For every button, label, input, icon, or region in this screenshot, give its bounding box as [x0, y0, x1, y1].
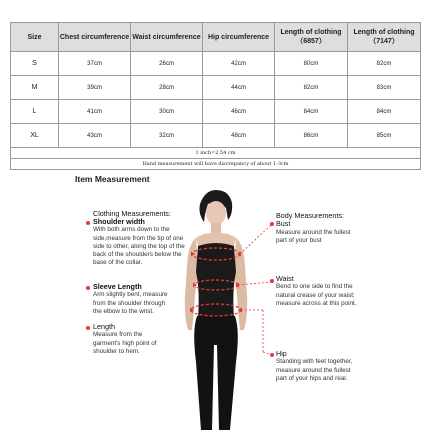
header-length-6857: Length of clothing （6857）	[275, 23, 348, 52]
cell-size: XL	[11, 124, 59, 148]
cell-hip: 44cm	[203, 76, 275, 100]
length-bullet	[86, 326, 90, 330]
cell-length-6857: 84cm	[275, 100, 348, 124]
sleeve-length-block	[93, 283, 175, 316]
hip-label: Hip	[276, 349, 287, 358]
hip-block	[276, 350, 356, 383]
bust-label: Bust	[276, 219, 291, 229]
cell-chest: 37cm	[59, 52, 131, 76]
sleeve-bullet	[86, 286, 90, 290]
cell-hip: 48cm	[203, 124, 275, 148]
cell-length-6857: 82cm	[275, 76, 348, 100]
cell-size: M	[11, 76, 59, 100]
section-title: Item Measurement	[75, 174, 150, 184]
cell-hip: 42cm	[203, 52, 275, 76]
waist-bullet	[270, 279, 274, 283]
cell-waist: 30cm	[131, 100, 203, 124]
length-block	[93, 323, 163, 356]
shoulder-width-block	[93, 218, 185, 268]
unit-note: 1 inch=2.54 cm	[11, 148, 421, 159]
length-text: Measure from the garment's high point of shoulder to hem.	[93, 331, 157, 355]
cell-length-7147: 84cm	[348, 100, 421, 124]
header-length-7147: Length of clothing （7147）	[348, 23, 421, 52]
cell-length-7147: 83cm	[348, 76, 421, 100]
cell-length-7147: 85cm	[348, 124, 421, 148]
cell-length-6857: 80cm	[275, 52, 348, 76]
bust-bullet	[270, 222, 274, 226]
header-hip: Hip circumference	[203, 23, 275, 52]
hip-text: Standing with feet together, measure around the fullest part of your hips and rear.	[276, 358, 353, 382]
length-label: Length	[93, 322, 115, 331]
body-measurements-heading: Body Measurements:	[276, 211, 344, 220]
header-size: Size	[11, 23, 59, 52]
sleeve-length-text: Arm slightly bent, measure from the shoulder through the elbow to the wrist.	[93, 291, 168, 315]
cell-length-7147: 82cm	[348, 52, 421, 76]
discrepancy-note: Hand measurement will have discrepancy of about 1-3cm	[11, 159, 421, 170]
sleeve-length-label: Sleeve Length	[93, 282, 142, 291]
bust-text: Measure around the fullest part of your bust	[276, 228, 351, 244]
body-measurements-block	[276, 212, 362, 245]
cell-chest: 41cm	[59, 100, 131, 124]
header-chest: Chest circumference	[59, 23, 131, 52]
cell-waist: 26cm	[131, 52, 203, 76]
hip-bullet	[270, 353, 274, 357]
header-waist: Waist circumference	[131, 23, 203, 52]
cell-size: L	[11, 100, 59, 124]
cell-hip: 46cm	[203, 100, 275, 124]
waist-block	[276, 275, 358, 308]
waist-label: Waist	[276, 274, 294, 283]
shoulder-width-text: With both arms down to the side,measure from the tip of one side to other, along the top of the back of the shoulders below the base of the collar.	[93, 226, 185, 267]
cell-chest: 43cm	[59, 124, 131, 148]
cell-waist: 32cm	[131, 124, 203, 148]
clothing-measurements-heading: Clothing Measurements:	[93, 209, 171, 218]
cell-length-6857: 86cm	[275, 124, 348, 148]
cell-waist: 28cm	[131, 76, 203, 100]
cell-size: S	[11, 52, 59, 76]
cell-chest: 39cm	[59, 76, 131, 100]
shoulder-bullet	[86, 221, 90, 225]
model-silhouette	[185, 190, 247, 430]
waist-text: Bend to one side to find the natural crease of your waist; measure across at this point.	[276, 283, 357, 307]
shoulder-width-label: Shoulder width	[93, 217, 145, 226]
